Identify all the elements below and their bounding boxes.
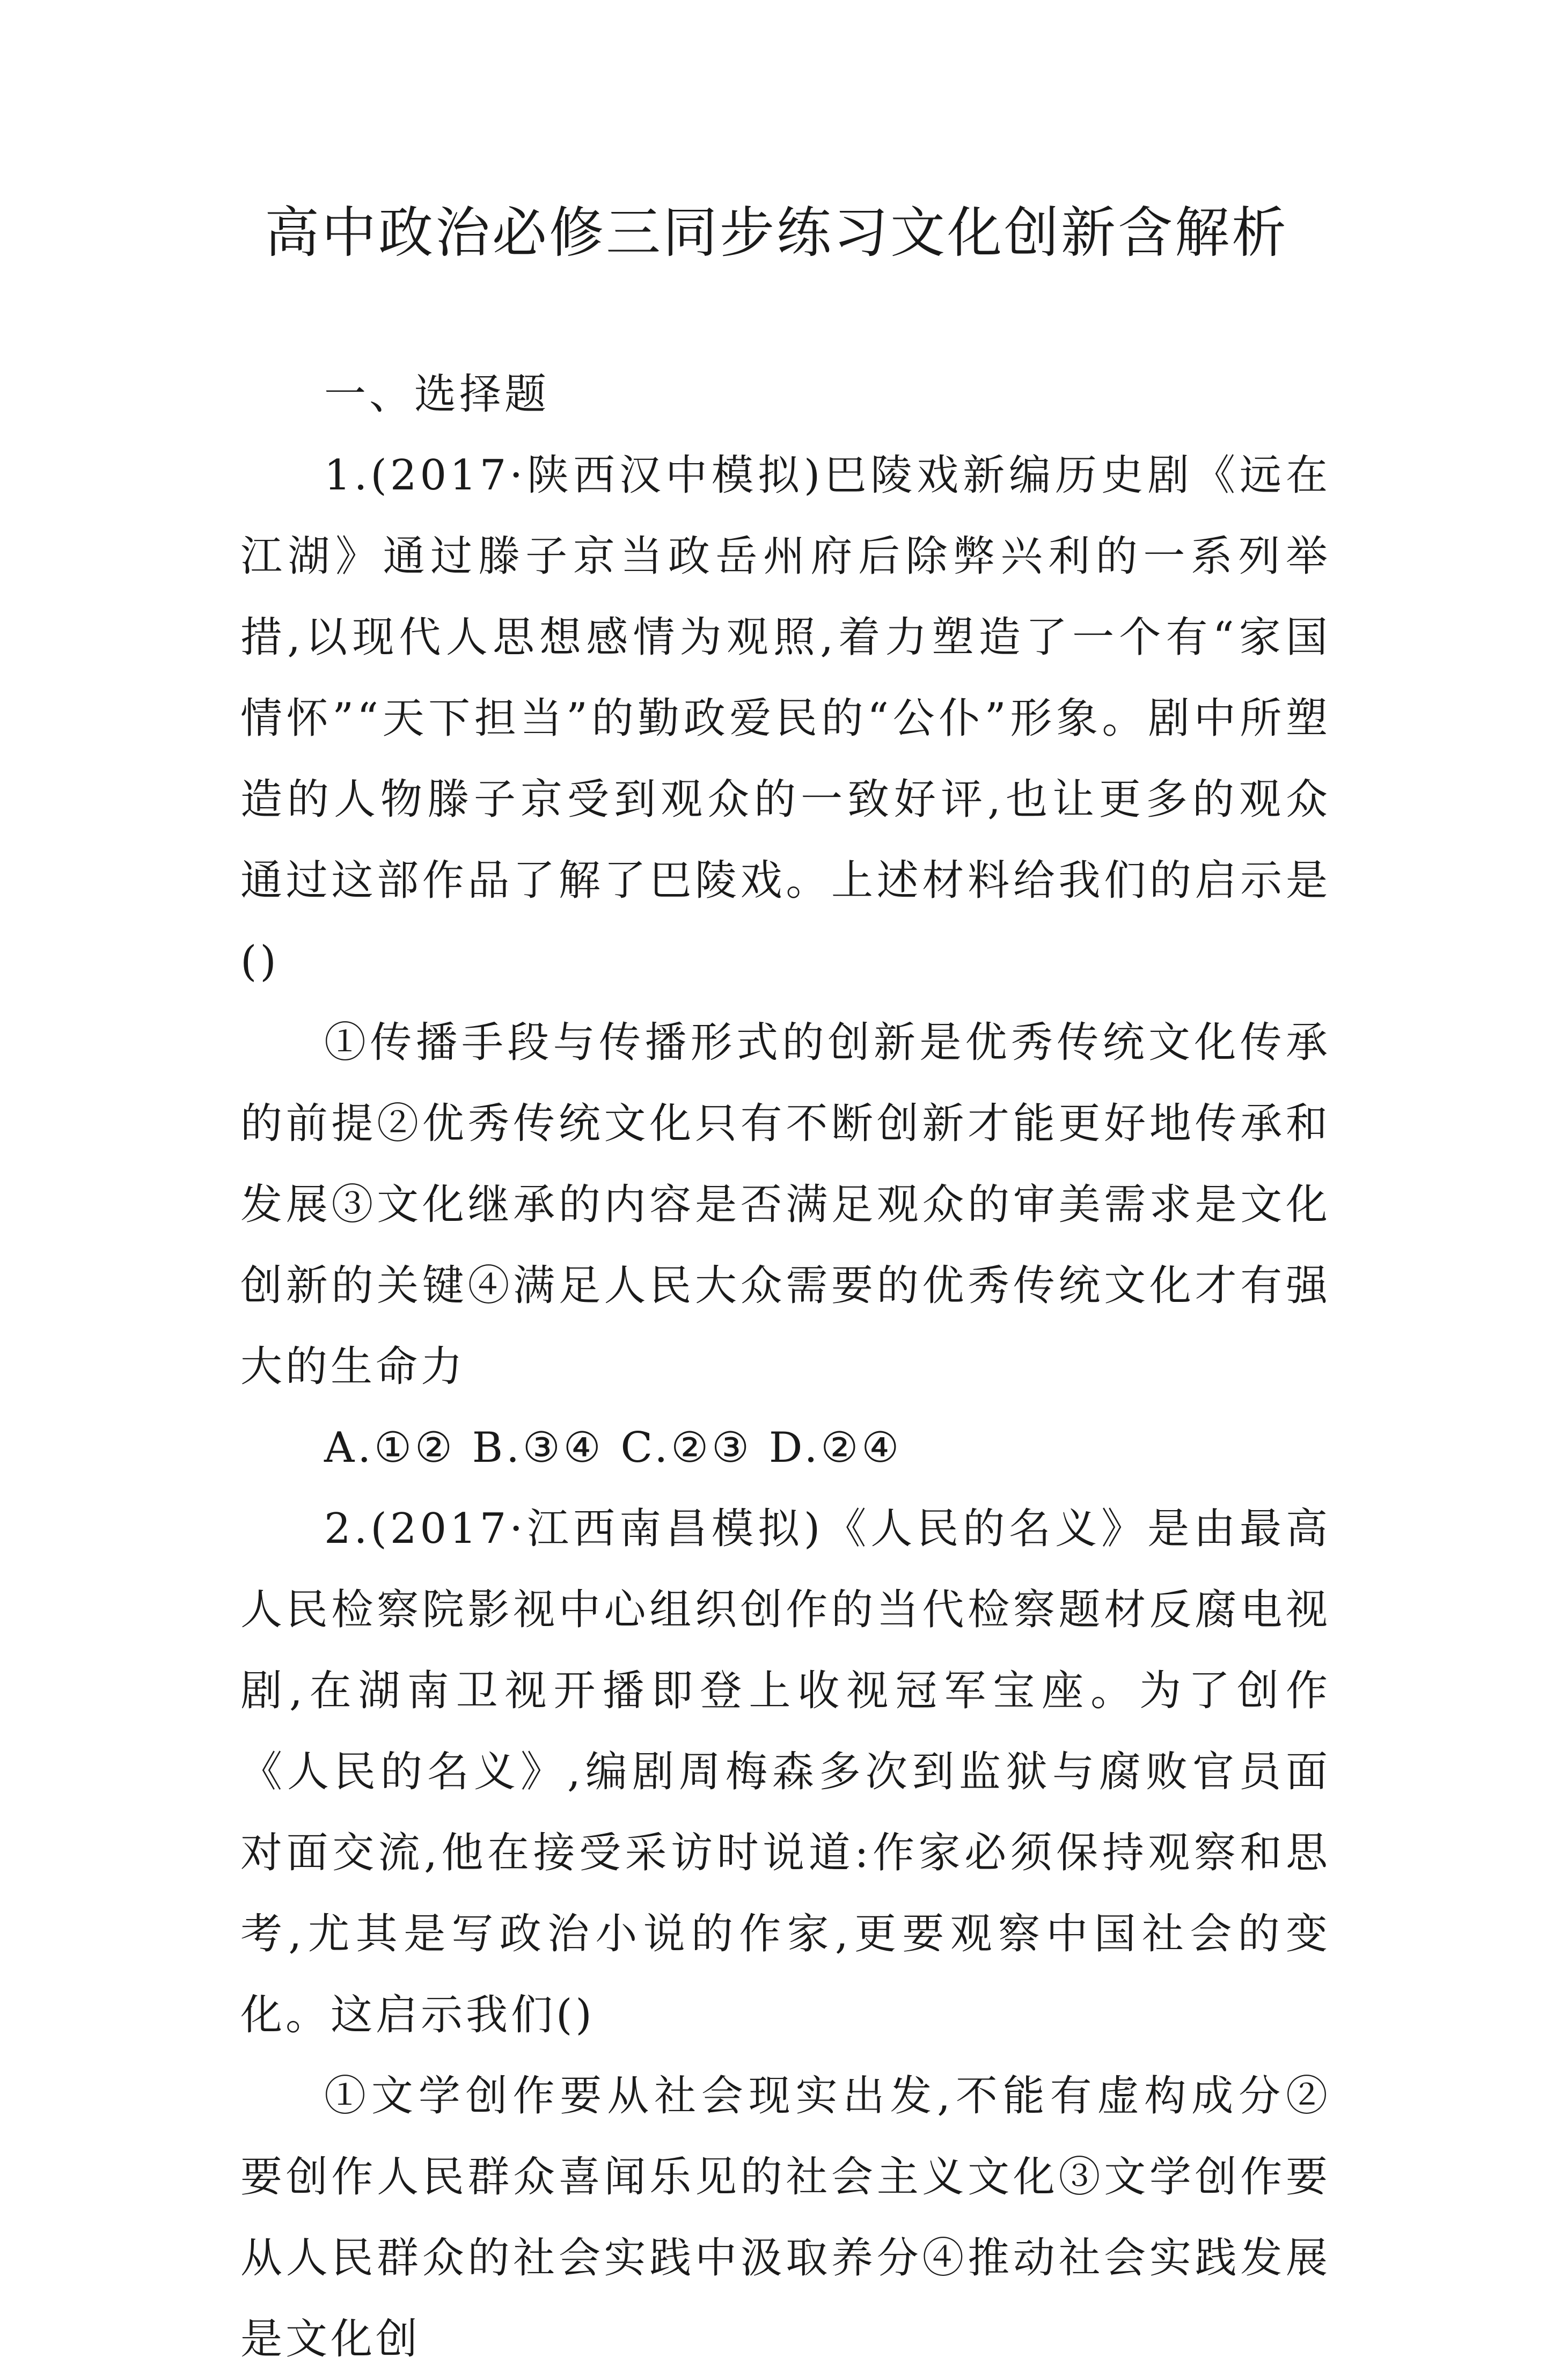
question-2-stem: 2.(2017·江西南昌模拟)《人民的名义》是由最高人民检察院影视中心组织创作的当代检察题材反腐电视剧,在湖南卫视开播即登上收视冠军宝座。为了创作《人民的名义》,编剧周梅森多次到监狱与腐败官员面对面交流,他在接受采访时说道:作家必须保持观察和思考,尤其是写政治小说的作家,更要观察中国社会的变化。这启示我们() — [240, 1505, 1331, 2039]
document-body — [240, 354, 1331, 2380]
question-1-options: A.①② B.③④ C.②③ D.②④ — [324, 1424, 903, 1472]
section-heading: 一、选择题 — [324, 370, 550, 419]
question-1-stem: 1.(2017·陕西汉中模拟)巴陵戏新编历史剧《远在江湖》通过滕子京当政岳州府后除弊兴利的一系列举措,以现代人思想感情为观照,着力塑造了一个有“家国情怀”“天下担当”的勤政爱民的“公仆”形象。剧中所塑造的人物滕子京受到观众的一致好评,也让更多的观众通过这部作品了解了巴陵戏。上述材料给我们的启示是() — [240, 451, 1331, 986]
question-2-statements: ①文学创作要从社会现实出发,不能有虚构成分②要创作人民群众喜闻乐见的社会主义文化③文学创作要从人民群众的社会实践中汲取养分④推动社会实践发展是文化创 — [240, 2072, 1331, 2363]
document-title: 高中政治必修三同步练习文化创新含解析 — [265, 201, 1288, 265]
question-1-statements: ①传播手段与传播形式的创新是优秀传统文化传承的前提②优秀传统文化只有不断创新才能更好地传承和发展③文化继承的内容是否满足观众的审美需求是文化创新的关键④满足人民大众需要的优秀传统文化才有强大的生命力 — [240, 1019, 1331, 1391]
